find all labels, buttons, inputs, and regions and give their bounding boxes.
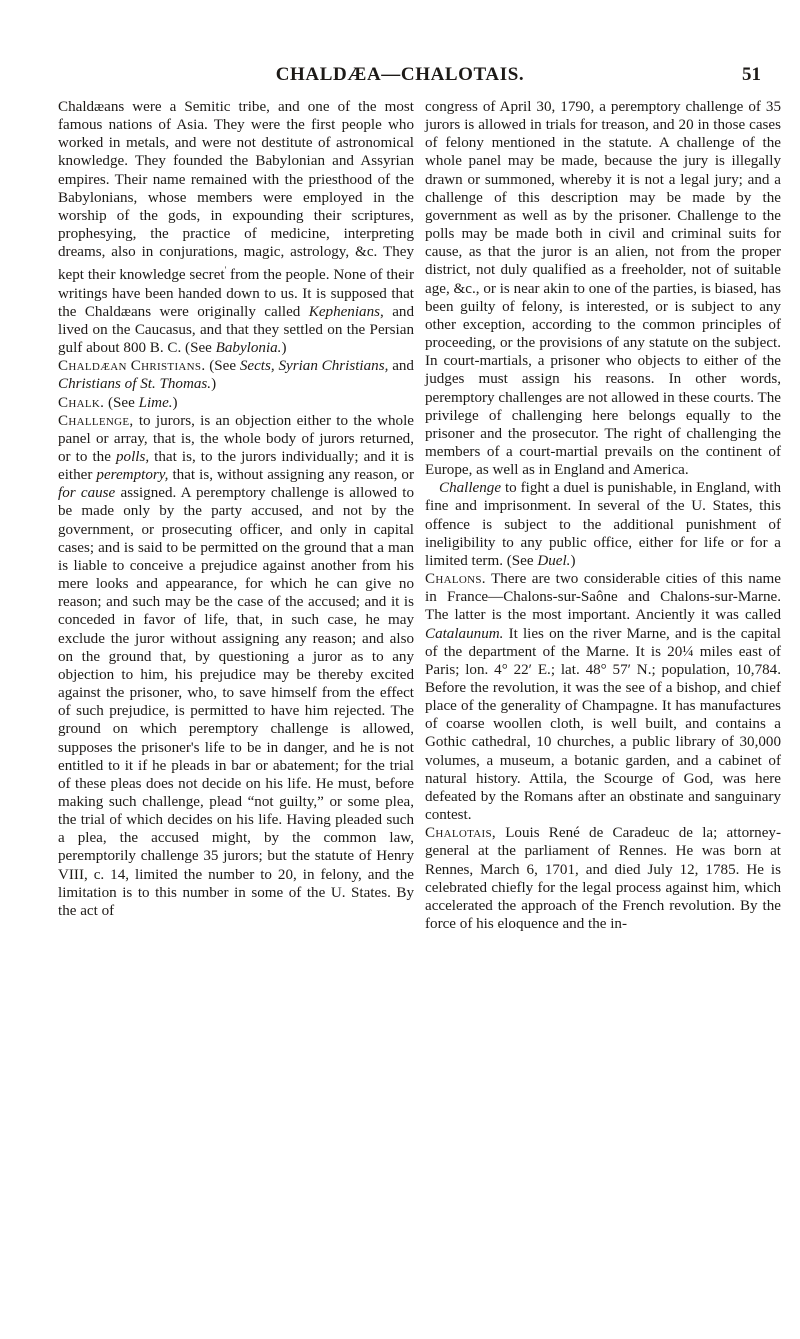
text-span: It lies on the river Marne, and is the capital of the department of the Marne. It is 20¼ miles east of Paris; lon. 4° 22′ E.; lat. 48° 57′ N.; population, 10,784. Before the revolution, it was the see of a bishop, and chief place of the generality of Champagne. It has manufactures of coarse woollen cloth, is well built, and contains a Gothic cathedral, 10 churches, a public library of 30,000 volumes, a museum, a botanic garden, and a cabinet of natural history. Attila, the Scourge of God, was here defeated by the Romans after an obstinate and sanguinary contest.	[425, 625, 781, 824]
text-span: (See	[205, 358, 240, 375]
cross-reference: Duel.	[537, 552, 571, 569]
entry-chalons	[425, 570, 781, 824]
entry-headword: Chalk.	[58, 394, 105, 411]
italic-term: polls,	[115, 449, 150, 465]
entry-headword: Chaldæan Christians.	[58, 358, 206, 375]
footnote-mark: '	[224, 265, 227, 276]
entry-challenge	[58, 412, 414, 920]
italic-term: for cause	[58, 485, 116, 502]
text-span: There are two considerable cities of this name in France—Chalons-sur-Saône and Chalons-sur-Marne. The latter is the most important. Anciently it was called	[425, 571, 781, 624]
cross-reference: Sects, Syrian Christians,	[239, 358, 389, 375]
italic-term: Kephenians	[308, 303, 381, 320]
text-span: Chaldæans were a Semitic tribe, and one of the most famous nations of Asia. They were the first people who worked in metals, and were not destitute of astronomical knowledge. They founded the Babylonian and Assyrian empires. Their name remained with the priesthood of the Babylonians, whose members were employed in the worship of the gods, in expounding their scriptures, prophesying, the practice of medicine, interpreting dreams, also in conjurations, magic, astrology, &c. They kept their knowledge secret	[58, 99, 414, 284]
page-number: 51	[742, 64, 761, 85]
text-span: from the people. None of their writings have been handed down to us. It is supposed that the Chaldæans were originally called	[58, 267, 414, 320]
entry-headword: Chalotais,	[425, 825, 496, 842]
italic-term: Challenge	[439, 480, 502, 497]
text-span: to fight a duel is punishable, in England, with fine and imprisonment. In several of the U. States, this offence is subject to the additional punishment of ineligibility to any public office, either for life or for a limited term. (See	[425, 480, 781, 569]
entry-chalotais	[425, 824, 781, 933]
text-span: )	[172, 394, 178, 411]
text-span: assigned. A peremptory challenge is allowed to be made only by the party accused, and not by the government, or prosecuting officer, and only in capital cases; and is said to be permitted on the ground that a man is liable to conceive a prejudice against another from his mere looks and appearance, for which he can give no reason; and such may be the case of the accused; and it is conceded in favor of life, that, in such case, he may exclude the juror without assigning any reason; and also on the ground that, by questioning a juror as to any objection to him, his prejudice may be thereby excited against the prisoner, who, to save himself from the effect of such prejudice, is permitted to have him rejected. The ground on which peremptory challenge is allowed, supposes the prisoner's life to be in danger, and he is not entitled to it if he pleads in bar or abatement; for the trial of these pleas does not decide on his life. He must, before making such challenge, plead “not guilty,” or some plea, the trial of which decides on his life. Having pleaded such a plea, the accused might, by the common law, peremptorily challenge 35 jurors; but the statute of Henry VIII, c. 14, limited the number to 20, in felony, and the limitation is to this number in some of the U. States. By the act of	[58, 485, 415, 919]
text-span: that is, without assigning any reason, or	[168, 467, 414, 484]
text-span: Louis René de Caradeuc de la; attorney-general at the parliament of Rennes. He was born at Rennes, March 6, 1701, and died July 12, 1785. He is celebrated chiefly for the legal process against him, which accelerated the approach of the French revolution. By the force of his eloquence and the in-	[425, 825, 781, 933]
text-span: (See	[104, 394, 139, 411]
text-span: )	[570, 552, 576, 569]
text-span: , and lived on the Caucasus, and that they settled on the Persian gulf about 800 B. C. (See	[58, 303, 415, 357]
entry-chalk	[58, 394, 414, 412]
text-span: and	[388, 358, 414, 375]
running-head	[0, 60, 800, 90]
cross-reference: Babylonia.	[215, 340, 282, 357]
text-span: congress of April 30, 1790, a peremptory challenge of 35 jurors is allowed in trials for treason, and 20 in those cases of felony mentioned in the statute. A challenge of the whole panel may be made, because the jury is illegally drawn or summoned, whereby it is not a legal jury; and a challenge of this description may be made by the government as well as by the prisoner. Challenge to the polls may be made both in civil and criminal suits for cause, as that the juror is an alien, not from the proper district, not duly qualified as a freeholder, not of suitable age, &c., or is near akin to one of the parties, is biased, has been guilty of felony, is interested, or is subject to any other exception, according to the common principles of proceeding, or the provisions of any statute on the subject. In court-martials, a prisoner who objects to either of the judges must assign his reasons. In other words, peremptory challenges are not allowed in these courts. The privilege of challenging here belongs equally to the prisoner and the prosecutor. The right of challenging the members of a court-martial prevails on the continent of Europe, as well as in England and America.	[425, 99, 781, 479]
cross-reference: Lime.	[138, 394, 173, 411]
italic-term: peremptory,	[96, 467, 169, 484]
entry-challenge-continued	[425, 98, 781, 479]
entry-headword: Chalons.	[425, 571, 486, 588]
text-span: to jurors, is an objection either to the whole panel or array, that is, the whole body of jurors returned, or to the	[58, 412, 414, 465]
text-span: that is, to the jurors individually; and it is either	[58, 449, 414, 484]
text-span: )	[281, 340, 287, 357]
entry-challenge-duel	[425, 479, 781, 570]
entry-chaldaean-christians	[58, 357, 414, 393]
running-title: CHALDÆA—CHALOTAIS.	[275, 64, 525, 85]
italic-term: Catalaunum.	[425, 625, 504, 642]
entry-chaldaea-body	[58, 98, 414, 357]
entry-headword: Challenge,	[58, 412, 134, 429]
left-column	[58, 98, 414, 920]
text-span: )	[211, 376, 217, 393]
right-column	[425, 98, 781, 933]
cross-reference: Christians of St. Thomas.	[58, 376, 212, 393]
